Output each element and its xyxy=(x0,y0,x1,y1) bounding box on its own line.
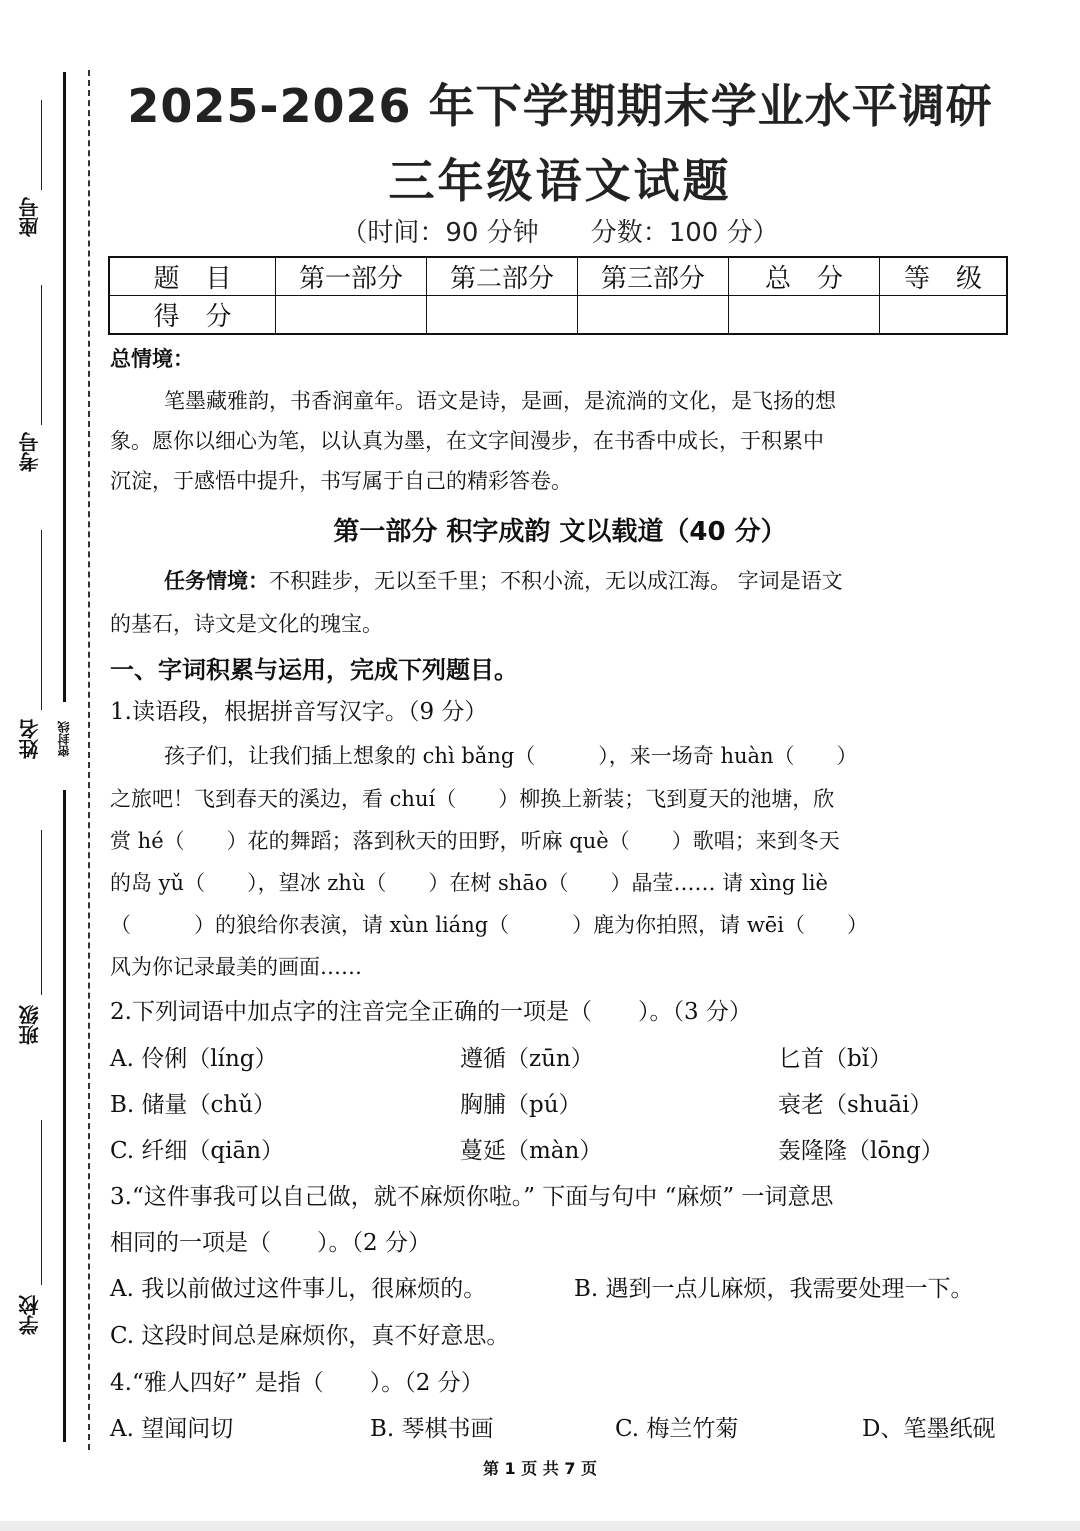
page-number: 第 1 页 共 7 页 xyxy=(482,1459,598,1478)
score-table xyxy=(108,256,1008,335)
part1-title: 第一部分 积字成韵 文以载道（40 分） xyxy=(333,517,787,547)
intro-line: 笔墨藏雅韵，书香润童年。语文是诗，是画，是流淌的文化，是飞扬的想 xyxy=(164,389,836,413)
score-header-cell: 等 级 xyxy=(880,257,1008,296)
q3-option-c: C. 这段时间总是麻烦你，真不好意思。 xyxy=(110,1323,510,1349)
seal-line-text: 密封线 xyxy=(57,721,71,757)
name-line xyxy=(41,530,42,710)
q2-option-c-1: C. 纤细（qiān） xyxy=(110,1138,285,1164)
task-text: 不积跬步，无以至千里；不积小流，无以成江海。 字词是语文 xyxy=(269,569,843,593)
seat-number-label: 座号 xyxy=(18,197,42,238)
q1-passage-line: （ ）的狼给你表演，请 xùn liáng（ ）鹿为你拍照，请 wēi（ ） xyxy=(110,913,868,937)
task-context xyxy=(110,565,1015,595)
score-header-cell: 第一部分 xyxy=(276,257,427,296)
score-cell-total[interactable] xyxy=(729,296,880,335)
q2-option-a-3: 匕首（bǐ） xyxy=(778,1046,893,1072)
q3-stem: 3.“这件事我可以自己做，就不麻烦你啦。” 下面与句中 “麻烦” 一词意思 xyxy=(110,1184,834,1210)
class-line xyxy=(41,830,42,995)
exam-number-label: 考号 xyxy=(18,432,42,473)
section-heading: 一、字词积累与运用，完成下列题目。 xyxy=(110,656,518,684)
task-context-line2: 的基石，诗文是文化的瑰宝。 xyxy=(110,612,383,636)
q2-stem: 2.下列词语中加点字的注音完全正确的一项是（ ）。（3 分） xyxy=(110,999,752,1025)
q1-passage-line: 赏 hé（ ）花的舞蹈；落到秋天的田野，听麻 què（ ）歌唱；来到冬天 xyxy=(110,829,840,853)
q2-option-c-2: 蔓延（màn） xyxy=(460,1138,603,1164)
score-cell-part2[interactable] xyxy=(427,296,578,335)
q2-option-b-3: 衰老（shuāi） xyxy=(778,1092,933,1118)
intro-label: 总情境： xyxy=(110,346,194,371)
seat-number-line xyxy=(41,100,42,190)
score-cell-part1[interactable] xyxy=(276,296,427,335)
school-line xyxy=(41,1120,42,1285)
q4-option-c: C. 梅兰竹菊 xyxy=(615,1416,739,1442)
q2-option-b-2: 胸脯（pú） xyxy=(460,1092,582,1118)
q3-option-b: B. 遇到一点儿麻烦，我需要处理一下。 xyxy=(574,1276,974,1302)
intro-line: 沉淀，于感悟中提升，书写属于自己的精彩答卷。 xyxy=(110,469,572,493)
q4-option-b: B. 琴棋书画 xyxy=(370,1416,494,1442)
score-cell-grade[interactable] xyxy=(880,296,1008,335)
exam-info: （时间：90 分钟 分数：100 分） xyxy=(341,218,779,248)
score-row-label: 得 分 xyxy=(109,296,276,335)
cut-dashed-line xyxy=(88,70,90,1450)
score-cell-part3[interactable] xyxy=(578,296,729,335)
exam-number-line xyxy=(41,285,42,425)
exam-title: 2025-2026 年下学期期末学业水平调研 xyxy=(127,79,993,133)
q2-option-c-3: 轰隆隆（lōng） xyxy=(778,1138,944,1164)
q1-passage-line: 的岛 yǔ（ ），望冰 zhù（ ）在树 shāo（ ）晶莹…… 请 xìng liè xyxy=(110,871,828,895)
q1-passage-line: 风为你记录最美的画面…… xyxy=(110,955,362,979)
binding-line-lower xyxy=(63,790,66,1442)
binding-line-upper xyxy=(63,72,66,702)
q4-stem: 4.“雅人四好” 是指（ ）。（2 分） xyxy=(110,1370,484,1396)
score-header-cell: 总 分 xyxy=(729,257,880,296)
q1-passage-line: 孩子们，让我们插上想象的 chì bǎng（ ），来一场奇 huàn（ ） xyxy=(164,744,858,768)
score-header-cell: 第三部分 xyxy=(578,257,729,296)
school-label: 学校 xyxy=(18,1295,42,1335)
score-table-score-row xyxy=(109,296,1007,335)
q3-stem-line2: 相同的一项是（ ）。（2 分） xyxy=(110,1230,431,1256)
q1-passage-line: 之旅吧！飞到春天的溪边，看 chuí（ ）柳换上新装；飞到夏天的池塘，欣 xyxy=(110,787,835,811)
class-label: 班级 xyxy=(18,1005,42,1045)
page-bottom-band xyxy=(0,1521,1080,1531)
q2-option-a-1: A. 伶俐（líng） xyxy=(110,1046,278,1072)
q3-option-a: A. 我以前做过这件事儿，很麻烦的。 xyxy=(110,1276,487,1302)
q2-option-b-1: B. 储量（chǔ） xyxy=(110,1092,277,1118)
q2-option-a-2: 遵循（zūn） xyxy=(460,1046,594,1072)
q4-option-d: D、笔墨纸砚 xyxy=(862,1416,996,1442)
exam-subtitle: 三年级语文试题 xyxy=(388,154,732,208)
q1-stem: 1.读语段，根据拼音写汉字。（9 分） xyxy=(110,699,488,725)
score-header-cell: 题 目 xyxy=(109,257,276,296)
name-label: 姓名 xyxy=(18,719,42,760)
task-label: 任务情境： xyxy=(164,568,269,593)
q4-option-a: A. 望闻问切 xyxy=(110,1416,234,1442)
intro-line: 象。愿你以细心为笔，以认真为墨，在文字间漫步，在书香中成长，于积累中 xyxy=(110,429,824,453)
score-table-header-row xyxy=(109,257,1007,296)
score-header-cell: 第二部分 xyxy=(427,257,578,296)
